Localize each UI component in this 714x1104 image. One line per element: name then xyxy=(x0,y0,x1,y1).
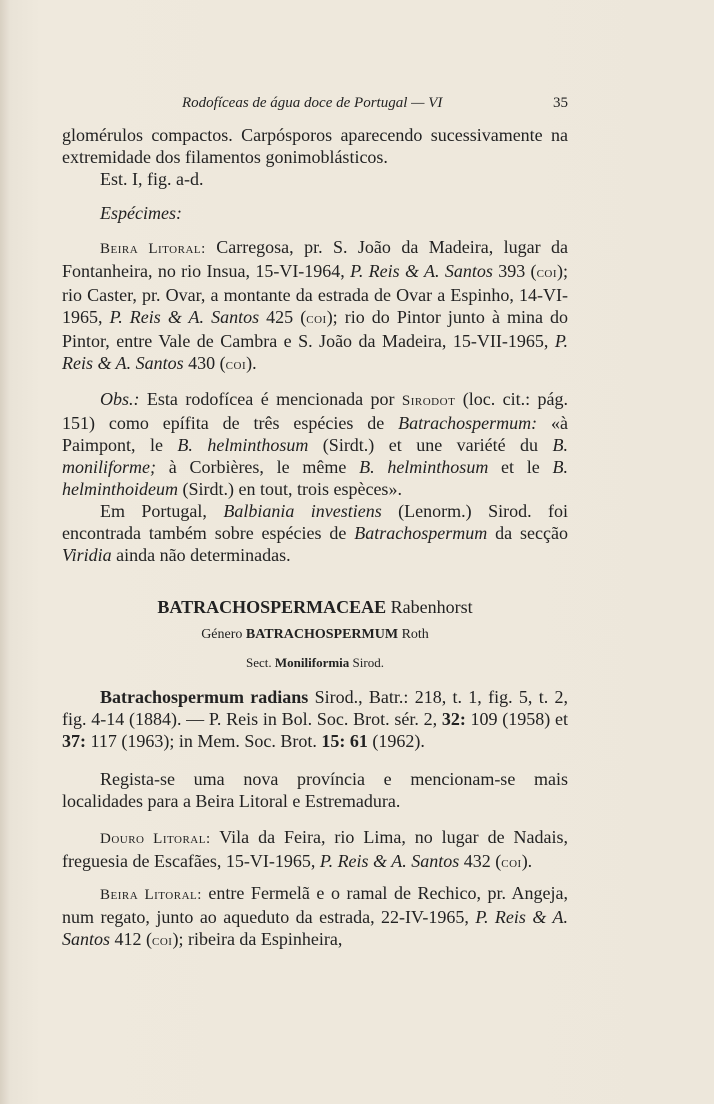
herbarium-code: coi xyxy=(306,311,327,327)
family-heading: BATRACHOSPERMACEAE Rabenhorst xyxy=(157,597,473,617)
specimens-heading: Espécimes: xyxy=(100,203,182,223)
paragraph-beira-litoral-2: Beira Litoral: entre Fermelã e o ramal de Rechico, pr. Angeja, num regato, junto ao aqueduto da estrada, 22-IV-1965, P. Reis & A. Santos 412 (coi); ribeira da Espinheira, xyxy=(62,883,568,949)
herbarium-code: coi xyxy=(536,265,558,281)
collector: P. Reis & A. Santos xyxy=(350,261,493,281)
page-number: 35 xyxy=(553,95,568,111)
species-entry: Batrachospermum radians Sirod., Batr.: 218, t. 1, fig. 5, t. 2, fig. 4-14 (1884). — P. Reis in Bol. Soc. Brot. sér. 2, 32: 109 (1958) et 37: 117 (1963); in Mem. Soc. Brot. 15: 61 (1962). xyxy=(62,687,568,751)
running-header xyxy=(62,95,568,117)
paragraph-portugal: Em Portugal, Balbiania investiens (Lenorm.) Sirod. foi encontrada também sobre espécies de Batrachospermum da secção Viridia ainda não determinadas. xyxy=(62,501,568,565)
herbarium-code: coi xyxy=(225,357,247,373)
paragraph-new-province: Regista-se uma nova província e mencionam-se mais localidades para a Beira Litoral e Estremadura. xyxy=(62,769,568,811)
region-label: Beira Litoral: xyxy=(100,241,206,257)
author-name: Sirodot xyxy=(401,393,456,409)
obs-label: Obs.: xyxy=(100,389,140,409)
paragraph-description-end: glomérulos compactos. Carpósporos aparecendo sucessivamente na extremidade dos filamentos gonimoblásticos. xyxy=(62,125,568,167)
paragraph-beira-litoral-1: Beira Litoral: Carregosa, pr. S. João da Madeira, lugar da Fontanheira, no rio Insua, 15-VI-1964, P. Reis & A. Santos 393 (coi); rio Caster, pr. Ovar, a montante da estrada de Ovar a Espinho, 14-VI-1965, P. Reis & A. Santos 425 (coi); rio do Pintor junto à mina do Pintor, entre Vale de Cambra e S. João da Madeira, 15-VII-1965, P. Reis & A. Santos 430 (coi). xyxy=(62,237,569,373)
region-label: Beira Litoral: xyxy=(100,887,202,903)
region-label: Douro Litoral: xyxy=(100,831,211,847)
species-name: Batrachospermum radians xyxy=(100,687,309,707)
section-heading: Sect. Moniliformia Sirod. xyxy=(246,655,384,670)
collector: P. Reis & A. Santos xyxy=(109,307,260,327)
herbarium-code: coi xyxy=(501,855,522,871)
collector: P. Reis & A. Santos xyxy=(319,851,460,871)
herbarium-code: coi xyxy=(152,933,173,949)
collector: P. Reis & A. Santos xyxy=(62,331,568,373)
paragraph-douro-litoral: Douro Litoral: Vila da Feira, rio Lima, no lugar de Nadais, freguesia de Escafães, 15-VI-1965, P. Reis & A. Santos 432 (coi). xyxy=(62,827,568,871)
running-title: Rodofíceas de água doce de Portugal — VI xyxy=(182,95,443,111)
plate-reference: Est. I, fig. a-d. xyxy=(100,169,204,189)
genus-heading: Género BATRACHOSPERMUM Roth xyxy=(201,627,429,642)
paragraph-observations: Obs.: Esta rodofícea é mencionada por Sirodot (loc. cit.: pág. 151) como epífita de três espécies de Batrachospermum: «à Paimpont, le B. helminthosum (Sirdt.) et une variété du B. moniliforme; à Corbières, le même B. helminthosum et le B. helminthoideum (Sirdt.) en tout, trois espèces». xyxy=(62,389,569,499)
collector: P. Reis & A. Santos xyxy=(62,907,568,949)
body-text xyxy=(62,124,568,952)
